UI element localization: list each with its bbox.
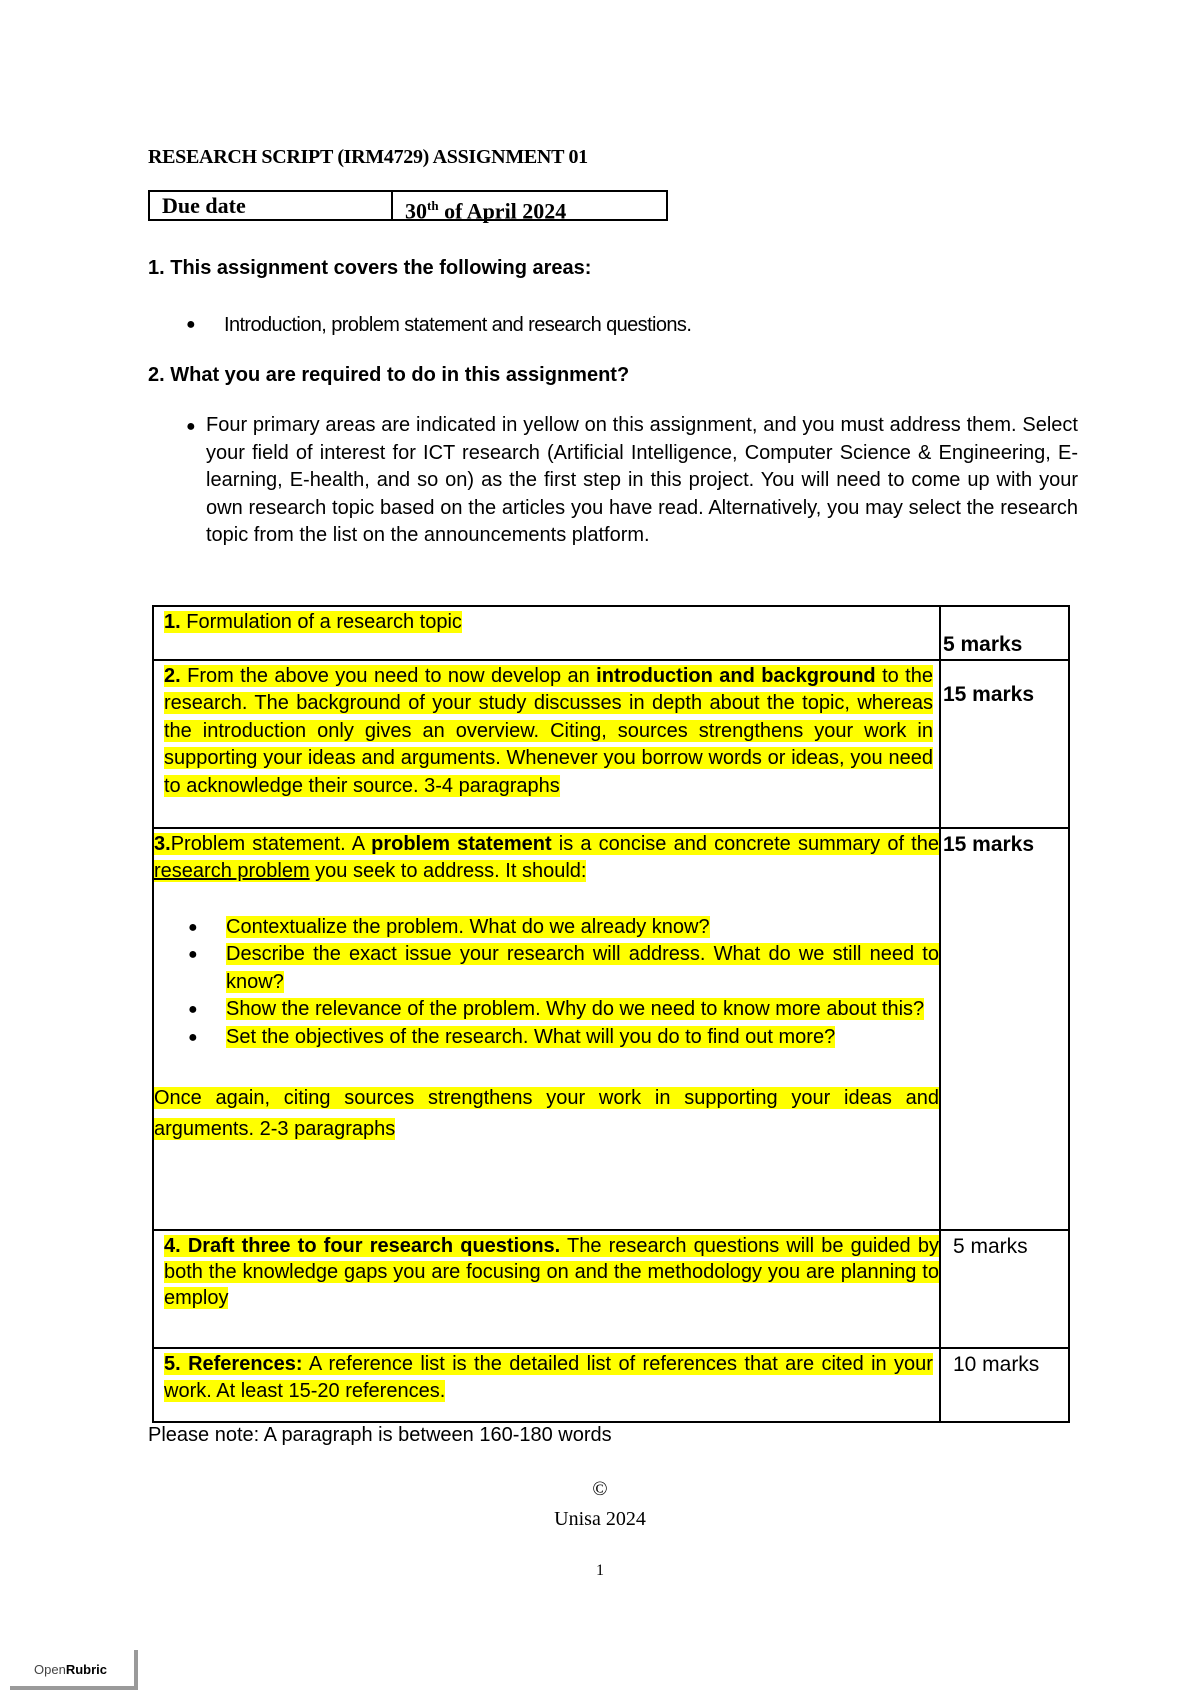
rubric-marks: 15 marks <box>940 828 1069 1230</box>
bullet-icon: ● <box>188 946 198 963</box>
bullet-icon: ● <box>186 418 196 435</box>
section-heading-2: 2. What you are required to do in this assignment? <box>148 364 630 386</box>
rubric-task: 5. References: A reference list is the detailed list of references that are cited in your work. At least 15-20 references. <box>153 1348 940 1422</box>
requirements-paragraph: Four primary areas are indicated in yellow on this assignment, and you must address them. Select your field of interest for ICT research (Artificial Intelligence, Computer Science & Engineering, E-learning, E-health, and so on) as the first step in this project. You will need to come up with your own research topic based on the articles you have read. Alternatively, you may select the research topic from the list on the announcements platform. <box>206 414 1078 546</box>
rubric-row <box>153 1230 1069 1348</box>
rubric-marks: 5 marks <box>940 1230 1069 1348</box>
rubric-marks: 15 marks <box>940 660 1069 828</box>
rubric-row <box>153 828 1069 1230</box>
due-date-value: 30th of April 2024 <box>405 198 567 224</box>
rubric-table <box>152 605 1070 1423</box>
list-item: ● Set the objectives of the research. What will you do to find out more? <box>154 1024 939 1052</box>
rubric-task: 3.Problem statement. A problem statement is a concise and concrete summary of the research problem you seek to address. It should: ● Contextualize the problem. What do we already know? ● Describe the exact issue your research will address. What do we still need to know? ● Show the relevance of the problem. Why do we need to know more about this? ● Set the objectives of the research. What will you do to find out more? Once again, citing sources strengthens your work in supporting your ideas and arguments. 2-3 paragraphs <box>153 828 940 1230</box>
due-date-label: Due date <box>150 192 393 219</box>
copyright-symbol: © <box>592 1478 608 1500</box>
section-heading-1: 1. This assignment covers the following areas: <box>148 257 592 279</box>
rubric-marks: 10 marks <box>940 1348 1069 1422</box>
problem-statement-list <box>154 914 939 1052</box>
page-number: 1 <box>596 1562 604 1579</box>
list-item: ● Show the relevance of the problem. Why do we need to know more about this? <box>154 996 939 1024</box>
document-title: RESEARCH SCRIPT (IRM4729) ASSIGNMENT 01 <box>148 146 588 168</box>
copyright-owner: Unisa 2024 <box>554 1508 646 1530</box>
rubric-task: 2. From the above you need to now develop an introduction and background to the research. The background of your study discusses in depth about the topic, whereas the introduction only gives an overview. Citing, sources strengthens your work in supporting your ideas and arguments. Whenever you borrow words or ideas, you need to acknowledge their source. 3-4 paragraphs <box>153 660 940 828</box>
due-date-table <box>148 190 668 224</box>
paragraph-note: Please note: A paragraph is between 160-180 words <box>148 1424 612 1446</box>
rubric-task: 1. Formulation of a research topic <box>153 606 940 660</box>
rubric-task: 4. Draft three to four research questions. The research questions will be guided by both the knowledge gaps you are focusing on and the methodology you are planning to employ <box>153 1230 940 1348</box>
rubric-row <box>153 1348 1069 1422</box>
bullet-icon: ● <box>188 918 198 936</box>
openrubric-logo: OpenRubric <box>10 1650 138 1690</box>
rubric-row <box>153 660 1069 828</box>
list-item: ● Contextualize the problem. What do we already know? <box>154 914 939 942</box>
list-item: ● Describe the exact issue your research will address. What do we still need to know? <box>188 943 939 993</box>
bullet-icon: ● <box>186 316 196 333</box>
rubric-closing: Once again, citing sources strengthens your work in supporting your ideas and arguments. 2-3 paragraphs <box>154 1087 939 1140</box>
rubric-marks: 5 marks <box>940 606 1069 660</box>
areas-item: Introduction, problem statement and research questions. <box>224 314 692 336</box>
bullet-icon: ● <box>188 1028 198 1046</box>
bullet-icon: ● <box>188 1001 198 1018</box>
rubric-row <box>153 606 1069 660</box>
